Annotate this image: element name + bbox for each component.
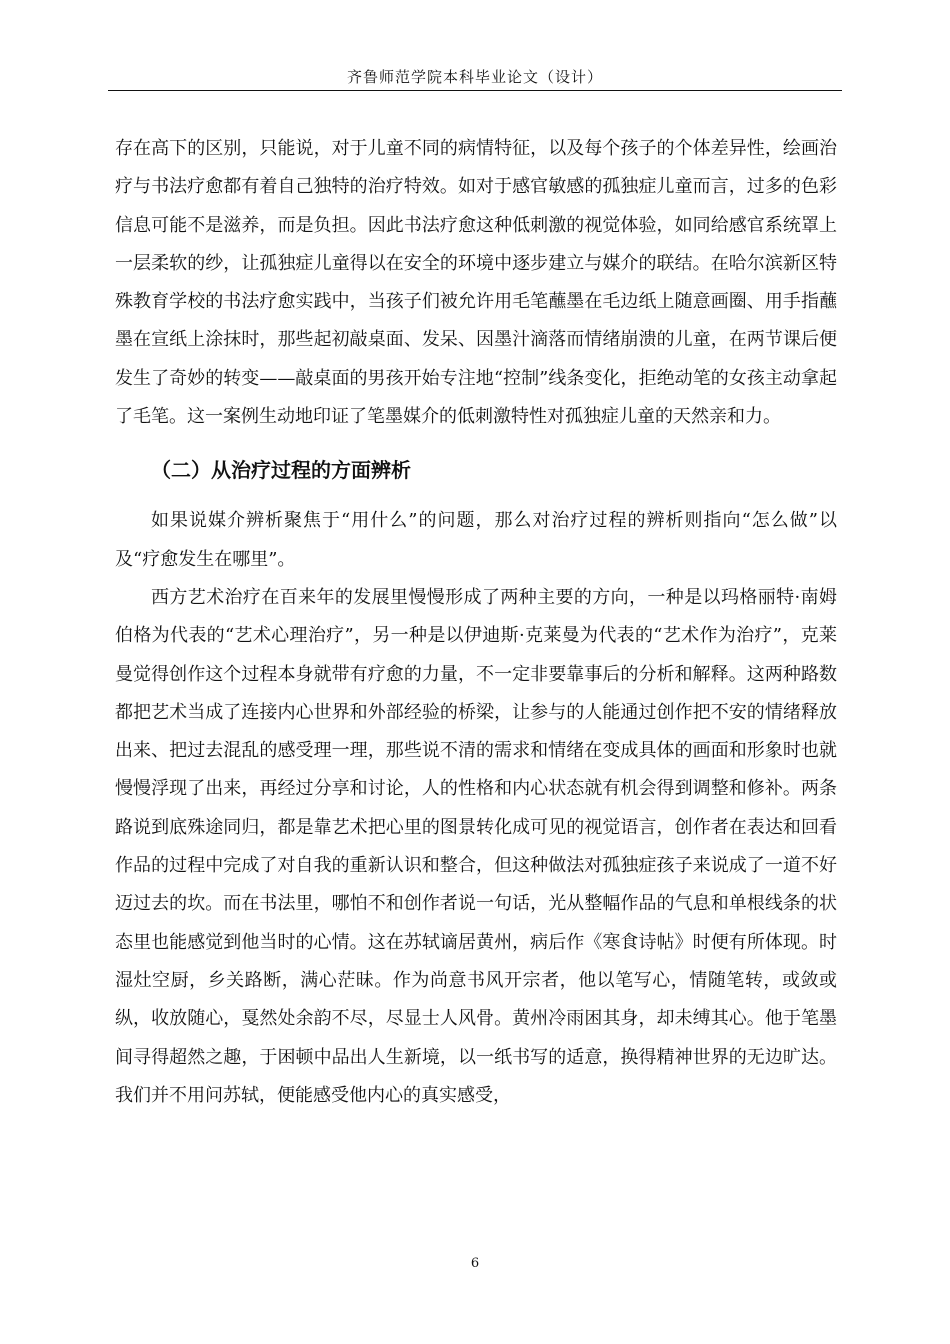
body-text (115, 130, 837, 1115)
paragraph: 西方艺术治疗在百来年的发展里慢慢形成了两种主要的方向，一种是以玛格丽特·南姆伯格为代表的“艺术心理治疗”，另一种是以伊迪斯·克莱曼为代表的“艺术作为治疗”，克莱曼觉得创作这个过程本身就带有疗愈的力量，不一定非要靠事后的分析和解释。这两种路数都把艺术当成了连接内心世界和外部经验的桥梁，让参与的人能通过创作把不安的情绪释放出来、把过去混乱的感受理一理，那些说不清的需求和情绪在变成具体的画面和形象时也就慢慢浮现了出来，再经过分享和讨论，人的性格和内心状态就有机会得到调整和修补。两条路说到底殊途同归，都是靠艺术把心里的图景转化成可见的视觉语言，创作者在表达和回看作品的过程中完成了对自我的重新认识和整合，但这种做法对孤独症孩子来说成了一道不好迈过去的坎。而在书法里，哪怕不和创作者说一句话，光从整幅作品的气息和单根线条的状态里也能感觉到他当时的心情。这在苏轼谪居黄州，病后作《寒食诗帖》时便有所体现。时湿灶空厨，乡关路断，满心茫昧。作为尚意书风开宗者，他以笔写心，情随笔转，或敛或纵，收放随心，戛然处余韵不尽，尽显士人风骨。黄州冷雨困其身，却未缚其心。他于笔墨间寻得超然之趣，于困顿中品出人生新境，以一纸书写的适意，换得精神世界的无边旷达。我们并不用问苏轼，便能感受他内心的真实感受， (115, 586, 837, 1106)
running-header: 齐鲁师范学院本科毕业论文（设计） (346, 68, 603, 86)
header-rule (108, 90, 842, 91)
page-number: 6 (470, 1256, 480, 1271)
section-heading: （二）从治疗过程的方面辨析 (151, 458, 411, 483)
paragraph: 如果说媒介辨析聚焦于“用什么”的问题，那么对治疗过程的辨析则指向“怎么做”以及“疗愈发生在哪里”。 (115, 510, 837, 570)
paragraph-continued: 存在高下的区别，只能说，对于儿童不同的病情特征，以及每个孩子的个体差异性，绘画治疗与书法疗愈都有着自己独特的治疗特效。如对于感官敏感的孤独症儿童而言，过多的色彩信息可能不是滋养，而是负担。因此书法疗愈这种低刺激的视觉体验，如同给感官系统罩上一层柔软的纱，让孤独症儿童得以在安全的环境中逐步建立与媒介的联结。在哈尔滨新区特殊教育学校的书法疗愈实践中，当孩子们被允许用毛笔蘸墨在毛边纸上随意画圈、用手指蘸墨在宣纸上涂抹时，那些起初敲桌面、发呆、因墨汁滴落而情绪崩溃的儿童，在两节课后便发生了奇妙的转变——敲桌面的男孩开始专注地“控制”线条变化，拒绝动笔的女孩主动拿起了毛笔。这一案例生动地印证了笔墨媒介的低刺激特性对孤独症儿童的天然亲和力。 (115, 138, 837, 428)
